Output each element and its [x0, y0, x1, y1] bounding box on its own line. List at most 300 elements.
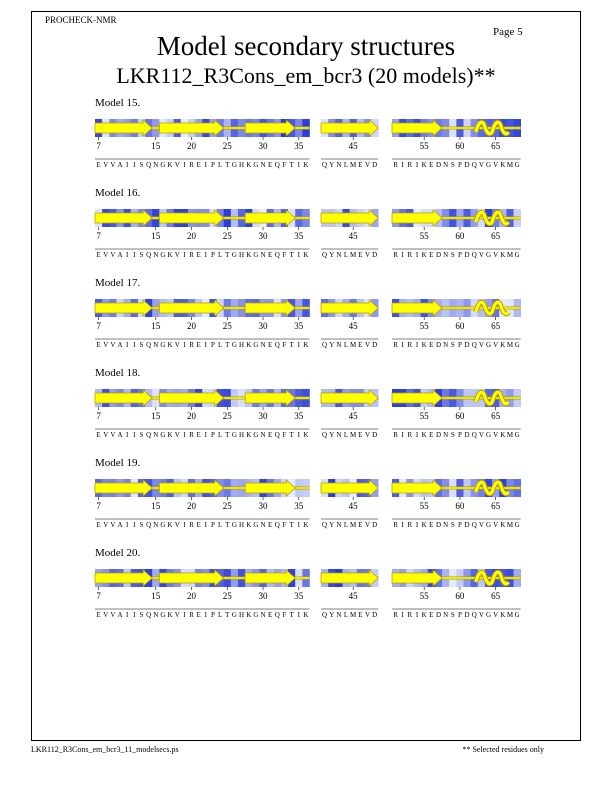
sequence-residue: N: [260, 251, 266, 259]
sequence-residue: V: [103, 251, 109, 259]
residue-number: 30: [258, 141, 268, 151]
sequence-residue: E: [429, 161, 434, 169]
sequence-residue: I: [401, 251, 404, 259]
sequence-residue: R: [407, 611, 413, 619]
sequence-residue: I: [401, 611, 404, 619]
sequence-residue: Q: [471, 431, 477, 439]
residue-number: 15: [151, 321, 161, 331]
residue-number: 25: [222, 321, 232, 331]
residue-number: 55: [419, 141, 429, 151]
sequence-residue: Q: [146, 161, 152, 169]
sequence-residue: E: [429, 521, 434, 529]
residue-number: 65: [491, 141, 501, 151]
sequence-residue: N: [153, 431, 159, 439]
sequence-residue: S: [450, 611, 455, 619]
residue-number: 35: [294, 411, 304, 421]
sequence-residue: E: [268, 431, 273, 439]
sequence-residue: G: [160, 431, 166, 439]
sequence-residue: T: [289, 161, 294, 169]
sequence-residue: I: [415, 341, 419, 349]
sequence-residue: N: [336, 251, 342, 259]
sequence-residue: I: [297, 611, 300, 619]
residue-number: 35: [294, 501, 304, 511]
sequence-residue: N: [153, 341, 159, 349]
residue-number: 20: [187, 591, 197, 601]
sequence-residue: E: [196, 431, 201, 439]
residue-number: 30: [258, 591, 268, 601]
sequence-residue: I: [297, 341, 300, 349]
residue-number: 20: [187, 501, 197, 511]
model-block: [0, 457, 612, 542]
sequence-residue: D: [372, 521, 378, 529]
sequence-residue: G: [160, 611, 166, 619]
sequence-residue: E: [96, 341, 101, 349]
sequence-residue: N: [443, 521, 449, 529]
sequence-residue: P: [457, 251, 462, 259]
residue-number: 45: [348, 321, 358, 331]
residue-number: 60: [455, 591, 465, 601]
sequence-residue: N: [443, 161, 449, 169]
sequence-residue: Y: [329, 611, 335, 619]
sequence-residue: E: [268, 611, 273, 619]
sequence-residue: I: [183, 161, 186, 169]
sequence-residue: V: [493, 431, 499, 439]
sequence-residue: I: [297, 521, 300, 529]
sequence-residue: P: [211, 341, 215, 349]
residue-number: 30: [258, 231, 268, 241]
sequence-residue: E: [196, 161, 201, 169]
residue-number: 30: [258, 411, 268, 421]
model-block: [0, 367, 612, 452]
sequence-residue: I: [126, 611, 129, 619]
sequence-residue: V: [174, 431, 180, 439]
sequence-residue: E: [358, 161, 363, 169]
secondary-structure-plot: [0, 187, 612, 272]
sequence-residue: D: [464, 251, 470, 259]
sequence-residue: E: [196, 251, 201, 259]
sequence-residue: L: [343, 521, 349, 529]
sequence-residue: N: [260, 161, 266, 169]
model-label: Model 16.: [95, 187, 141, 199]
sequence-residue: Q: [274, 161, 280, 169]
sequence-residue: G: [253, 251, 259, 259]
sequence-residue: Y: [329, 251, 335, 259]
sequence-residue: L: [343, 161, 349, 169]
sequence-residue: K: [246, 431, 252, 439]
sequence-residue: D: [372, 251, 378, 259]
page-subtitle: LKR112_R3Cons_em_bcr3 (20 models)**: [116, 63, 496, 88]
sequence-residue: P: [457, 161, 462, 169]
sequence-residue: Q: [471, 341, 477, 349]
sequence-residue: D: [372, 341, 378, 349]
sequence-residue: I: [204, 521, 207, 529]
sequence-residue: K: [246, 341, 252, 349]
sequence-residue: G: [231, 251, 237, 259]
model-label: Model 19.: [95, 457, 141, 469]
sequence-residue: H: [239, 431, 245, 439]
sequence-residue: P: [457, 341, 462, 349]
residue-number: 35: [294, 141, 304, 151]
sequence-residue: I: [204, 161, 207, 169]
page-title: Model secondary structures: [156, 31, 456, 61]
sequence-residue: Q: [322, 431, 328, 439]
sequence-residue: P: [457, 611, 462, 619]
sequence-residue: G: [231, 431, 237, 439]
sequence-residue: G: [485, 161, 492, 169]
sequence-residue: M: [350, 521, 357, 529]
sequence-residue: E: [196, 341, 201, 349]
sequence-residue: M: [506, 251, 514, 259]
sequence-residue: K: [303, 161, 309, 169]
sequence-residue: N: [153, 251, 159, 259]
sequence-residue: V: [493, 251, 499, 259]
sequence-residue: Q: [471, 251, 477, 259]
sequence-residue: G: [514, 611, 520, 619]
sequence-residue: E: [196, 521, 201, 529]
sequence-residue: K: [500, 161, 506, 169]
sequence-residue: G: [160, 161, 166, 169]
sequence-residue: G: [514, 341, 520, 349]
model-label: Model 18.: [95, 367, 141, 379]
sequence-residue: K: [421, 341, 427, 349]
page-number: Page 5: [493, 26, 523, 38]
sequence-residue: D: [435, 431, 442, 439]
residue-number: 55: [419, 591, 429, 601]
sequence-residue: S: [139, 431, 144, 439]
sequence-residue: P: [457, 431, 462, 439]
sequence-residue: T: [225, 521, 230, 529]
sequence-residue: V: [493, 341, 499, 349]
sequence-residue: T: [225, 161, 230, 169]
sequence-residue: I: [133, 611, 136, 619]
sequence-residue: V: [478, 431, 484, 439]
sequence-residue: D: [435, 161, 442, 169]
sequence-residue: E: [358, 341, 363, 349]
sequence-residue: M: [506, 341, 514, 349]
sequence-residue: R: [189, 161, 194, 169]
residue-number: 60: [455, 501, 465, 511]
residue-number: 20: [187, 231, 197, 241]
residue-number: 35: [294, 231, 304, 241]
residue-number: 25: [222, 141, 232, 151]
sequence-residue: N: [336, 521, 342, 529]
sequence-residue: R: [407, 431, 413, 439]
sequence-residue: D: [435, 521, 442, 529]
sequence-residue: I: [133, 161, 136, 169]
sequence-residue: E: [96, 431, 101, 439]
sequence-residue: H: [239, 521, 245, 529]
sequence-residue: N: [260, 521, 266, 529]
sequence-residue: T: [225, 341, 230, 349]
sequence-residue: F: [282, 611, 287, 619]
residue-number: 55: [419, 411, 429, 421]
sequence-residue: S: [450, 431, 455, 439]
sequence-residue: E: [358, 431, 363, 439]
sequence-residue: N: [443, 611, 449, 619]
sequence-residue: A: [117, 431, 123, 439]
sequence-residue: G: [485, 611, 492, 619]
residue-number: 60: [455, 141, 465, 151]
sequence-residue: H: [239, 161, 245, 169]
sequence-residue: G: [485, 341, 492, 349]
sequence-residue: S: [139, 611, 144, 619]
sequence-residue: V: [364, 341, 371, 349]
residue-number: 7: [96, 141, 101, 151]
sequence-residue: A: [117, 341, 123, 349]
residue-number: 45: [348, 411, 358, 421]
sequence-residue: F: [282, 521, 287, 529]
residue-number: 15: [151, 141, 161, 151]
residue-number: 65: [491, 501, 501, 511]
sequence-residue: K: [167, 341, 173, 349]
sequence-residue: V: [110, 161, 116, 169]
sequence-residue: V: [103, 341, 109, 349]
sequence-residue: D: [464, 341, 470, 349]
sequence-residue: V: [478, 161, 484, 169]
residue-number: 65: [491, 411, 501, 421]
sequence-residue: Q: [274, 611, 280, 619]
sequence-residue: M: [506, 521, 514, 529]
residue-number: 35: [294, 591, 304, 601]
sequence-residue: S: [450, 251, 455, 259]
secondary-structure-plot: [0, 547, 612, 632]
sequence-residue: N: [336, 161, 342, 169]
sequence-residue: V: [103, 521, 109, 529]
sequence-residue: T: [289, 521, 294, 529]
sequence-residue: E: [96, 521, 101, 529]
sequence-residue: A: [117, 521, 123, 529]
sequence-residue: K: [167, 161, 173, 169]
sequence-residue: H: [239, 251, 245, 259]
sequence-residue: I: [133, 341, 136, 349]
sequence-residue: K: [303, 251, 309, 259]
sequence-residue: G: [160, 251, 166, 259]
sequence-residue: P: [211, 161, 215, 169]
sequence-residue: K: [167, 431, 173, 439]
sequence-residue: Q: [471, 611, 477, 619]
sequence-residue: K: [500, 611, 506, 619]
residue-number: 7: [96, 231, 101, 241]
residue-number: 7: [96, 411, 101, 421]
sequence-residue: I: [183, 611, 186, 619]
sequence-residue: V: [174, 521, 180, 529]
sequence-residue: G: [231, 161, 237, 169]
residue-number: 65: [491, 231, 501, 241]
sequence-residue: I: [415, 161, 419, 169]
sequence-residue: R: [189, 341, 194, 349]
sequence-residue: G: [253, 521, 259, 529]
sequence-residue: K: [167, 251, 173, 259]
sequence-residue: E: [429, 251, 434, 259]
sequence-residue: Q: [322, 341, 328, 349]
sequence-residue: V: [493, 521, 499, 529]
secondary-structure-plot: [0, 277, 612, 362]
sequence-residue: I: [183, 251, 186, 259]
sequence-residue: I: [297, 251, 300, 259]
residue-number: 25: [222, 591, 232, 601]
sequence-residue: G: [514, 161, 520, 169]
sequence-residue: I: [415, 611, 419, 619]
sequence-residue: Q: [322, 161, 328, 169]
model-block: [0, 277, 612, 362]
sequence-residue: L: [343, 611, 349, 619]
sequence-residue: Y: [329, 431, 335, 439]
sequence-residue: I: [204, 431, 207, 439]
sequence-residue: E: [96, 611, 101, 619]
sequence-residue: I: [126, 341, 129, 349]
sequence-residue: Q: [146, 341, 152, 349]
sequence-residue: V: [110, 341, 116, 349]
sequence-residue: G: [253, 341, 259, 349]
residue-number: 7: [96, 591, 101, 601]
footer-filename: LKR112_R3Cons_em_bcr3_11_modelsecs.ps: [31, 745, 179, 754]
residue-number: 30: [258, 501, 268, 511]
sequence-residue: Y: [329, 341, 335, 349]
sequence-residue: I: [126, 251, 129, 259]
sequence-residue: K: [303, 341, 309, 349]
sequence-residue: E: [429, 341, 434, 349]
sequence-residue: D: [372, 161, 378, 169]
residue-number: 25: [222, 231, 232, 241]
sequence-residue: L: [217, 611, 223, 619]
sequence-residue: K: [303, 521, 309, 529]
sequence-residue: R: [189, 611, 194, 619]
sequence-residue: Q: [471, 161, 477, 169]
sequence-residue: D: [464, 431, 470, 439]
sequence-residue: K: [421, 161, 427, 169]
sequence-residue: I: [401, 161, 404, 169]
sequence-residue: N: [443, 251, 449, 259]
sequence-residue: N: [260, 341, 266, 349]
sequence-residue: V: [493, 161, 499, 169]
residue-number: 45: [348, 501, 358, 511]
sequence-residue: L: [343, 431, 349, 439]
sequence-residue: F: [282, 161, 287, 169]
residue-number: 60: [455, 321, 465, 331]
residue-number: 15: [151, 501, 161, 511]
sequence-residue: R: [189, 431, 194, 439]
sequence-residue: G: [231, 341, 237, 349]
sequence-residue: V: [110, 611, 116, 619]
sequence-residue: I: [133, 431, 136, 439]
sequence-residue: L: [217, 431, 223, 439]
model-block: [0, 547, 612, 632]
sequence-residue: V: [110, 521, 116, 529]
sequence-residue: V: [110, 431, 116, 439]
sequence-residue: A: [117, 251, 123, 259]
sequence-residue: D: [464, 521, 470, 529]
sequence-residue: K: [246, 161, 252, 169]
sequence-residue: R: [393, 161, 398, 169]
sequence-residue: R: [393, 251, 398, 259]
sequence-residue: N: [336, 431, 342, 439]
sequence-residue: E: [96, 161, 101, 169]
sequence-residue: I: [415, 521, 419, 529]
residue-number: 65: [491, 321, 501, 331]
model-label: Model 20.: [95, 547, 141, 559]
sequence-residue: I: [415, 431, 419, 439]
sequence-residue: D: [372, 431, 378, 439]
sequence-residue: S: [139, 251, 144, 259]
sequence-residue: M: [350, 251, 357, 259]
residue-number: 45: [348, 591, 358, 601]
sequence-residue: L: [217, 521, 223, 529]
sequence-residue: P: [211, 251, 215, 259]
sequence-residue: Q: [146, 251, 152, 259]
sequence-residue: V: [478, 251, 484, 259]
secondary-structure-plot: [0, 97, 612, 182]
sequence-residue: V: [364, 431, 371, 439]
sequence-residue: Q: [322, 521, 328, 529]
secondary-structure-plot: [0, 457, 612, 542]
sequence-residue: D: [464, 611, 470, 619]
sequence-residue: Q: [274, 521, 280, 529]
sequence-residue: A: [117, 611, 123, 619]
sequence-residue: S: [450, 161, 455, 169]
sequence-residue: H: [239, 611, 245, 619]
sequence-residue: H: [239, 341, 245, 349]
residue-number: 20: [187, 141, 197, 151]
sequence-residue: V: [364, 521, 371, 529]
sequence-residue: S: [139, 161, 144, 169]
sequence-residue: K: [167, 521, 173, 529]
residue-number: 25: [222, 501, 232, 511]
sequence-residue: K: [500, 251, 506, 259]
residue-number: 55: [419, 231, 429, 241]
sequence-residue: V: [174, 251, 180, 259]
sequence-residue: G: [514, 251, 520, 259]
sequence-residue: V: [364, 161, 371, 169]
sequence-residue: G: [514, 431, 520, 439]
sequence-residue: M: [506, 161, 514, 169]
sequence-residue: M: [350, 161, 357, 169]
sequence-residue: L: [343, 341, 349, 349]
sequence-residue: G: [485, 521, 492, 529]
residue-number: 60: [455, 411, 465, 421]
residue-number: 35: [294, 321, 304, 331]
residue-number: 55: [419, 321, 429, 331]
sequence-residue: V: [478, 611, 484, 619]
residue-number: 65: [491, 591, 501, 601]
sequence-residue: E: [429, 431, 434, 439]
sequence-residue: T: [289, 611, 294, 619]
sequence-residue: I: [133, 521, 136, 529]
sequence-residue: D: [435, 611, 442, 619]
sequence-residue: K: [500, 431, 506, 439]
sequence-residue: K: [500, 521, 506, 529]
sequence-residue: I: [204, 341, 207, 349]
residue-number: 15: [151, 411, 161, 421]
sequence-residue: L: [217, 161, 223, 169]
sequence-residue: Q: [274, 251, 280, 259]
sequence-residue: D: [435, 251, 442, 259]
sequence-residue: E: [268, 251, 273, 259]
sequence-residue: K: [246, 251, 252, 259]
sequence-residue: D: [464, 161, 470, 169]
sequence-residue: K: [303, 611, 309, 619]
sequence-residue: I: [183, 341, 186, 349]
sequence-residue: G: [231, 521, 237, 529]
sequence-residue: E: [268, 161, 273, 169]
sequence-residue: N: [153, 611, 159, 619]
sequence-residue: M: [506, 431, 514, 439]
sequence-residue: E: [196, 611, 201, 619]
sequence-residue: E: [268, 341, 273, 349]
sequence-residue: I: [183, 521, 186, 529]
residue-number: 30: [258, 321, 268, 331]
sequence-residue: K: [421, 521, 427, 529]
sequence-residue: F: [282, 251, 287, 259]
